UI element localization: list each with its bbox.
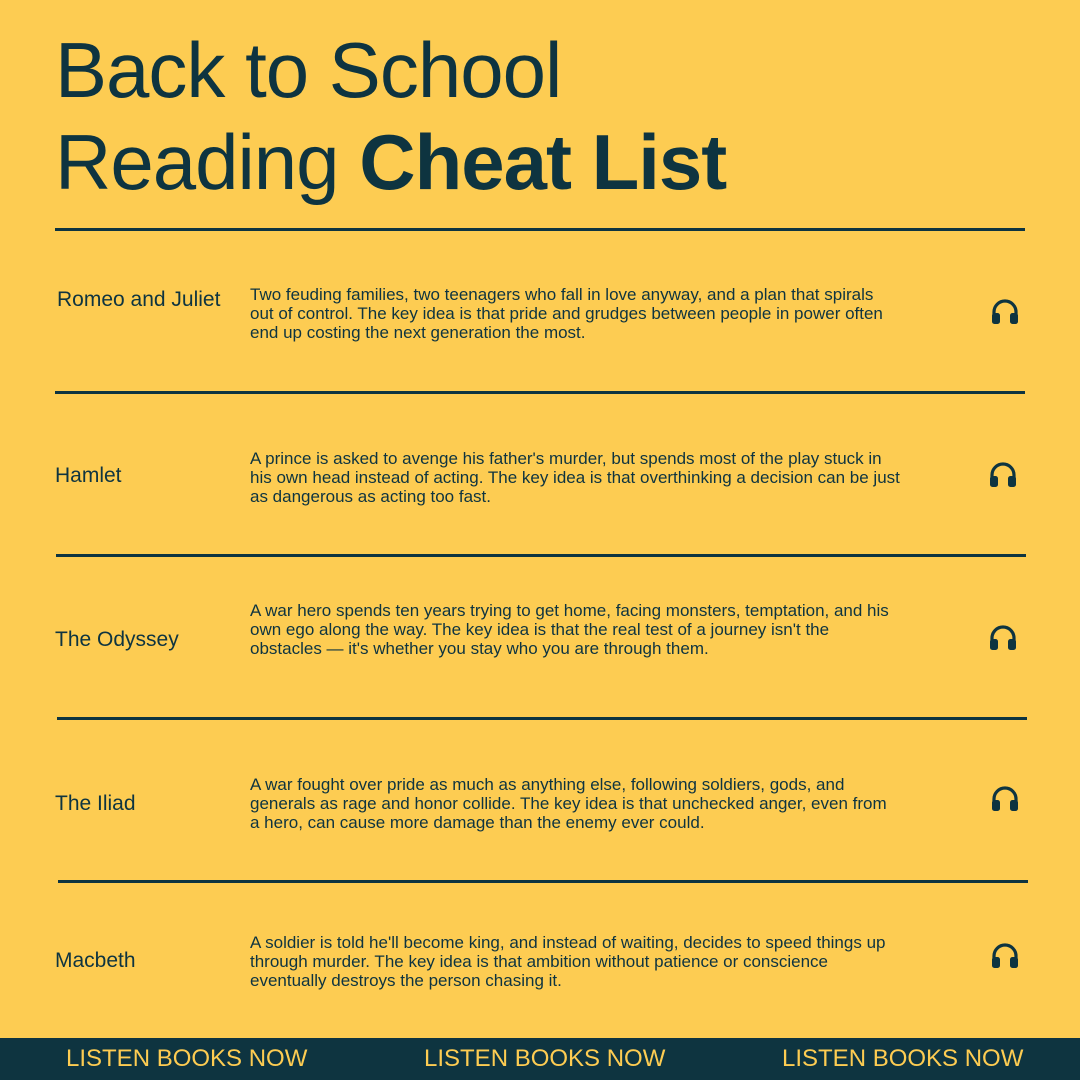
listen-books-now-link[interactable]: LISTEN BOOKS NOW	[782, 1045, 1024, 1072]
book-title: Macbeth	[55, 949, 136, 972]
headphones-icon[interactable]	[987, 460, 1019, 488]
book-row-the-iliad	[0, 720, 1080, 880]
book-description: A prince is asked to avenge his father's murder, but spends most of the play stuck in his own head instead of acting. The key idea is that overthinking a decision can be just as dangerous as acting too fast.	[250, 449, 900, 506]
book-row-the-odyssey	[0, 557, 1080, 717]
book-title: Romeo and Juliet	[57, 288, 221, 311]
headphones-icon[interactable]	[987, 623, 1019, 651]
book-title: The Odyssey	[55, 628, 179, 651]
title-bold-part: Cheat List	[359, 118, 727, 206]
title-regular-part: Reading	[55, 118, 360, 206]
page-title	[55, 24, 726, 208]
book-row-hamlet	[0, 394, 1080, 554]
footer-banner	[0, 1038, 1080, 1080]
book-description: A war fought over pride as much as anything else, following soldiers, gods, and generals as rage and honor collide. The key idea is that unchecked anger, even from a hero, can cause more damage than the enemy ever could.	[250, 775, 887, 832]
headphones-icon[interactable]	[989, 941, 1021, 969]
book-row-macbeth	[0, 883, 1080, 1033]
book-description: Two feuding families, two teenagers who fall in love anyway, and a plan that spirals out of control. The key idea is that pride and grudges between people in power often end up costing the next generation the most.	[250, 285, 883, 342]
book-description: A war hero spends ten years trying to get home, facing monsters, temptation, and his own ego along the way. The key idea is that the real test of a journey isn't the obstacles — it's whether you stay who you are through them.	[250, 601, 889, 658]
listen-books-now-link[interactable]: LISTEN BOOKS NOW	[424, 1045, 666, 1072]
headphones-icon[interactable]	[989, 297, 1021, 325]
book-description: A soldier is told he'll become king, and instead of waiting, decides to speed things up through murder. The key idea is that ambition without patience or conscience eventually destroys the person chasing it.	[250, 933, 886, 990]
book-title: Hamlet	[55, 464, 122, 487]
book-row-romeo-and-juliet	[0, 231, 1080, 391]
title-line-1: Back to School	[55, 26, 562, 114]
title-line-2	[55, 116, 726, 208]
listen-books-now-link[interactable]: LISTEN BOOKS NOW	[66, 1045, 308, 1072]
book-title: The Iliad	[55, 792, 136, 815]
headphones-icon[interactable]	[989, 784, 1021, 812]
